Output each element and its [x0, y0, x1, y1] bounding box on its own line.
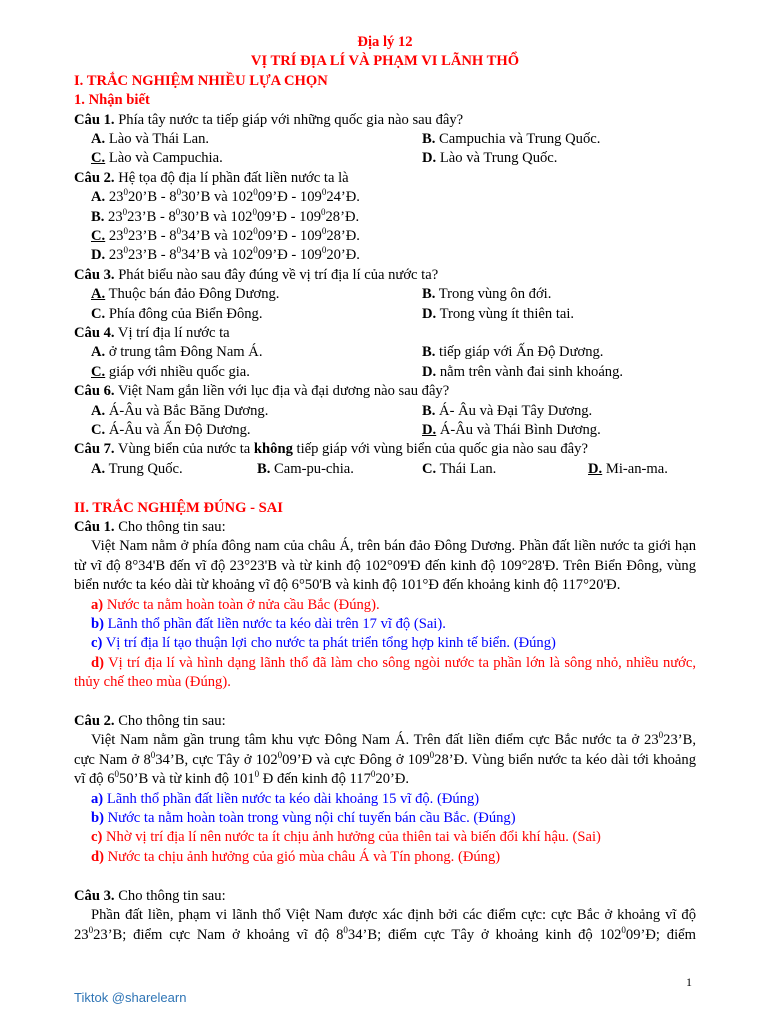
question-text: Cho thông tin sau:: [114, 519, 226, 535]
answer-text: nằm trên vành đai sinh khoáng.: [439, 363, 624, 380]
answer-letter: D.: [422, 150, 437, 167]
answer-row: [74, 363, 696, 382]
answer-d: [422, 149, 557, 168]
question-text: Cho thông tin sau:: [114, 713, 226, 730]
answer-letter: D.: [422, 363, 437, 380]
question-text: Phát biểu nào sau đây đúng về vị trí địa lí của nước ta?: [114, 266, 439, 283]
question-label: Câu 4.: [74, 325, 115, 342]
answer-b: [422, 285, 551, 304]
answer-letter: A.: [91, 460, 106, 477]
tf-question-2: [74, 712, 696, 731]
question-label: Câu 6.: [74, 383, 115, 400]
answer-letter: C.: [91, 363, 106, 380]
answer-c-correct: [91, 363, 250, 382]
question-3: [74, 266, 696, 285]
answer-text: Campuchia và Trung Quốc.: [439, 131, 601, 148]
question-text: Vùng biển của nước ta: [114, 441, 254, 458]
answer-a: [91, 130, 209, 149]
answer-text: ở trung tâm Đông Nam Á.: [108, 344, 263, 361]
answer-row: [74, 130, 696, 149]
answer-letter: D.: [422, 422, 437, 439]
answer-d-correct: [422, 421, 601, 440]
answer-row: [74, 460, 696, 479]
statement-d: d) Vị trí địa lí và hình dạng lãnh thổ đã làm cho sông ngòi nước ta phần lớn là sông nhỏ, nhiều nước, thủy chế theo mùa (Đúng).: [74, 654, 696, 691]
question-2: [74, 169, 696, 188]
question-1: [74, 111, 696, 130]
tf-question-3: [74, 887, 696, 906]
answer-letter: A.: [91, 286, 106, 303]
answer-letter: C.: [422, 460, 437, 477]
answer-text: giáp với nhiều quốc gia.: [108, 363, 250, 380]
answer-text: Mi-an-ma.: [605, 460, 668, 477]
answer-c: [91, 305, 262, 324]
answer-c-correct: C. $23^023’B$ - $8^034’B$ và $102^009’Đ$ - $109^028’Đ$.: [91, 226, 360, 245]
answer-text: Trong vùng ít thiên tai.: [439, 305, 575, 322]
answer-letter: C.: [91, 305, 106, 322]
answer-text: Á-Âu và Ấn Độ Dương.: [108, 422, 251, 439]
answer-c: [422, 460, 496, 479]
answer-letter: B.: [422, 131, 436, 148]
answer-text: Trong vùng ôn đới.: [438, 286, 552, 303]
answer-d-correct: [588, 460, 668, 479]
question-6: [74, 382, 696, 401]
page-title: VỊ TRÍ ĐỊA LÍ VÀ PHẠM VI LÃNH THỔ: [250, 53, 520, 70]
subject-title: Địa lý 12: [357, 34, 413, 50]
answer-a: A. $23^020’B$ - $8^030’B$ và $102^009’Đ$ - $109^024’Đ$.: [91, 187, 360, 206]
answer-letter: B.: [422, 344, 436, 361]
answer-row: [74, 402, 696, 421]
answer-row: [74, 421, 696, 440]
answer-row: [74, 305, 696, 324]
answer-text: Thái Lan.: [439, 460, 497, 477]
answer-text: Trung Quốc.: [108, 460, 183, 477]
answer-text: tiếp giáp với Ấn Độ Dương.: [439, 344, 604, 361]
statement-c: c) Nhờ vị trí địa lí nên nước ta ít chịu ảnh hưởng của thiên tai và biến đổi khí hậu. (Sai): [91, 829, 601, 846]
answer-text: Cam-pu-chia.: [274, 460, 354, 477]
level-heading: 1. Nhận biết: [74, 92, 150, 109]
statement-b: b) Lãnh thổ phần đất liền nước ta kéo dài trên 17 vĩ độ (Sai).: [91, 616, 446, 633]
answer-a: [91, 402, 268, 421]
answer-text: Lào và Thái Lan.: [108, 131, 210, 148]
statement-a: a) Nước ta nằm hoàn toàn ở nửa cầu Bắc (Đúng).: [91, 596, 380, 613]
page-number: 1: [686, 975, 692, 989]
answer-text: Lào và Campuchia.: [108, 150, 223, 167]
answer-letter: B.: [422, 286, 436, 303]
question-text-emphasis: không: [253, 441, 293, 458]
question-label: Câu 7.: [74, 441, 115, 458]
answer-d: [422, 305, 574, 324]
section-heading-mcq: I. TRẮC NGHIỆM NHIỀU LỰA CHỌN: [74, 72, 328, 89]
answer-letter: D.: [91, 247, 106, 264]
statement-b: b) Nước ta nằm hoàn toàn trong vùng nội chí tuyến bán cầu Bắc. (Đúng): [91, 810, 516, 827]
info-paragraph: Phần đất liền, phạm vi lãnh thổ Việt Nam được xác định bởi các điểm cực: cực Bắc ở khoảng vĩ độ $23^023’B$; điểm cực Nam ở khoảng vĩ độ $8^034’B$; điểm cực Tây ở khoảng kinh độ $102^009’Đ$; điểm: [74, 907, 696, 943]
answer-text: Á-Âu và Thái Bình Dương.: [439, 422, 601, 439]
answer-letter: B.: [91, 208, 105, 225]
statement-a: a) Lãnh thổ phần đất liền nước ta kéo dài khoảng 15 vĩ độ. (Đúng): [91, 790, 480, 807]
answer-letter: D.: [422, 305, 437, 322]
answer-b: [422, 402, 592, 421]
answer-letter: C.: [91, 422, 106, 439]
question-label: Câu 3.: [74, 887, 115, 904]
answer-a: [91, 460, 183, 479]
answer-letter: D.: [588, 460, 603, 477]
answer-letter: A.: [91, 131, 106, 148]
answer-a: [91, 343, 263, 362]
question-text: tiếp giáp với vùng biển của quốc gia nào sau đây?: [292, 441, 588, 458]
document-page: [74, 33, 696, 945]
footer-credit: Tiktok @sharelearn: [74, 990, 187, 1005]
info-paragraph: Việt Nam nằm ở phía đông nam của châu Á, trên bán đảo Đông Dương. Phần đất liền nước ta giới hạn từ vĩ độ 8°34'B đến vĩ độ 23°23'B và từ kinh độ 102°09'Đ đến kinh độ 109°28'Đ. Trên Biển Đông, vùng biển nước ta kéo dài từ khoảng vĩ độ 6°50'B và kinh độ 101°Đ đến khoảng kinh độ 117°20'Đ.: [74, 538, 696, 594]
answer-letter: A.: [91, 189, 106, 206]
answer-b: [257, 460, 354, 479]
answer-text: Lào và Trung Quốc.: [439, 150, 558, 167]
answer-d: [422, 363, 623, 382]
answer-letter: A.: [91, 402, 106, 419]
statement-c: c) Vị trí địa lí tạo thuận lợi cho nước ta phát triển tổng hợp kinh tế biển. (Đúng): [91, 635, 556, 652]
answer-letter: B.: [422, 402, 436, 419]
question-4: [74, 324, 696, 343]
answer-row: [74, 343, 696, 362]
answer-a-correct: [91, 285, 279, 304]
tf-question-1: [74, 518, 696, 537]
section-heading-true-false: II. TRẮC NGHIỆM ĐÚNG - SAI: [74, 499, 283, 516]
question-label: Câu 1.: [74, 519, 115, 535]
question-label: Câu 2.: [74, 713, 115, 730]
answer-text: Thuộc bán đảo Đông Dương.: [108, 286, 280, 303]
answer-d: D. $23^023’B$ - $8^034’B$ và $102^009’Đ$ - $109^020’Đ$.: [91, 245, 360, 264]
answer-row: [74, 285, 696, 304]
question-text: Hệ tọa độ địa lí phần đất liền nước ta là: [114, 169, 349, 186]
answer-letter: B.: [257, 460, 271, 477]
statement-d: d) Nước ta chịu ảnh hưởng của gió mùa châu Á và Tín phong. (Đúng): [91, 848, 501, 865]
answer-b: B. $23^023’B$ - $8^030’B$ và $102^009’Đ$ - $109^028’Đ$.: [91, 206, 360, 225]
answer-c-correct: [91, 149, 223, 168]
answer-b: [422, 343, 603, 362]
question-text: Vị trí địa lí nước ta: [114, 325, 230, 342]
answer-text: Phía đông của Biển Đông.: [108, 305, 263, 322]
question-text: Phía tây nước ta tiếp giáp với những quốc gia nào sau đây?: [114, 111, 464, 128]
question-label: Câu 2.: [74, 169, 115, 186]
answer-letter: A.: [91, 344, 106, 361]
answer-c: [91, 421, 251, 440]
question-7: [74, 440, 696, 459]
question-label: Câu 1.: [74, 111, 115, 128]
answer-text: Á- Âu và Đại Tây Dương.: [439, 402, 593, 419]
question-text: Cho thông tin sau:: [114, 887, 226, 904]
question-label: Câu 3.: [74, 266, 115, 283]
answer-text: Á-Âu và Bắc Băng Dương.: [108, 402, 269, 419]
answer-letter: C.: [91, 228, 106, 245]
answer-b: [422, 130, 600, 149]
answer-row: [74, 149, 696, 168]
answer-letter: C.: [91, 150, 106, 167]
info-paragraph: Việt Nam nằm gần trung tâm khu vực Đông Nam Á. Trên đất liền điểm cực Bắc nước ta ở $23^023’B$, cực Nam ở $8^034’B$, cực Tây ở $102^009’Đ$ và cực Đông ở $109^028’Đ$. Vùng biển nước ta kéo dài tới khoảng vĩ độ $6^050’B$ và từ kinh độ $101^0$ Đ đến kinh độ $117^020’Đ$.: [74, 730, 697, 788]
question-text: Việt Nam gắn liền với lục địa và đại dương nào sau đây?: [114, 383, 450, 400]
